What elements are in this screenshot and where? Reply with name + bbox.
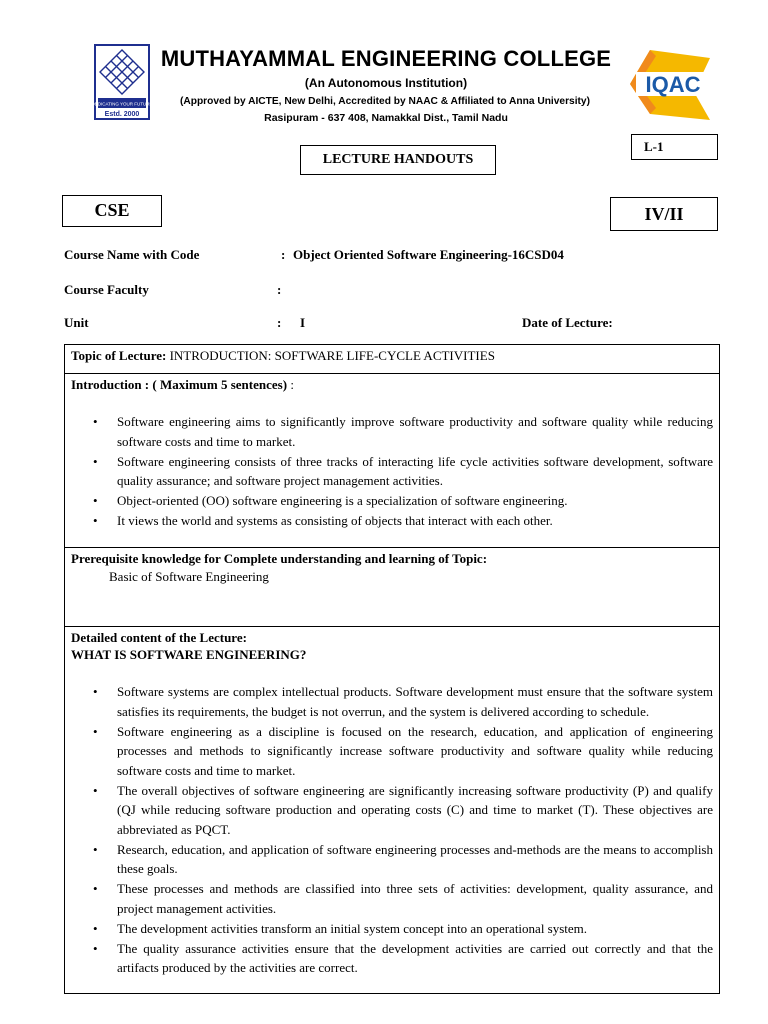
faculty-label: Course Faculty — [64, 282, 149, 297]
detailed-content-list — [65, 682, 719, 978]
topic-label: Topic of Lecture: — [71, 348, 167, 363]
lecture-content-table — [64, 344, 720, 994]
unit-colon: : — [277, 315, 282, 330]
prerequisite-label: Prerequisite knowledge for Complete understanding and learning of Topic: — [71, 551, 488, 566]
list-item: • These processes and methods are classified into three sets of activities: development, quality assurance, and project management activities. — [65, 879, 719, 918]
list-item: • Software systems are complex intellectual products. Software development must ensure that the software system satisfies its requirements, the budget is not overrun, and the system is delivered according to schedule. — [65, 682, 719, 721]
department-box: CSE — [62, 195, 162, 227]
topic-text — [71, 348, 495, 364]
detailed-content-row — [65, 627, 719, 995]
lecture-code: L-1 — [631, 134, 718, 160]
list-item: • Software engineering consists of three tracks of interacting life cycle activities software development, software quality assurance; and software project management activities. — [65, 452, 719, 491]
date-label: Date of Lecture: — [522, 315, 613, 330]
college-approval: (Approved by AICTE, New Delhi, Accredited by NAAC & Affiliated to Anna University) — [179, 96, 590, 107]
topic-value: INTRODUCTION: SOFTWARE LIFE-CYCLE ACTIVITIES — [166, 348, 495, 363]
list-item: • The overall objectives of software engineering are significantly increasing software productivity (P) and qualify (QJ while reducing software production and operating costs (C) and time to market (T). These objectives are abbreviated as PQCT. — [65, 781, 719, 840]
semester-box: IV/II — [610, 197, 718, 231]
iqac-logo — [620, 44, 720, 124]
list-item: • It views the world and systems as consisting of objects that interact with each other. — [65, 511, 719, 531]
section-heading: WHAT IS SOFTWARE ENGINEERING? — [71, 647, 307, 662]
unit-value: I — [300, 315, 306, 330]
list-item: • Object-oriented (OO) software engineering is a specialization of software engineering. — [65, 491, 719, 511]
unit-label: Unit — [64, 315, 89, 330]
list-item: • Software engineering aims to significantly improve software productivity and software quality while reducing software costs and time to market. — [65, 412, 719, 451]
college-subtitle: (An Autonomous Institution) — [304, 76, 468, 90]
course-colon: : — [281, 247, 286, 262]
college-address: Rasipuram - 637 408, Namakkal Dist., Tamil Nadu — [264, 112, 508, 124]
prerequisite-value: Basic of Software Engineering — [109, 569, 269, 584]
introduction-row — [65, 374, 719, 548]
detailed-content-label: Detailed content of the Lecture: — [71, 630, 247, 645]
logo-estd: Estd. 2000 — [104, 111, 140, 118]
topic-row — [65, 345, 719, 374]
logo-tagline: DEDICATING YOUR FUTURE — [94, 101, 150, 107]
college-name: MUTHAYAMMAL ENGINEERING COLLEGE — [160, 46, 612, 71]
college-logo — [94, 44, 150, 132]
iqac-text: IQAC — [645, 72, 701, 97]
list-item: • The quality assurance activities ensure that the development activities are carried out correctly and that the artifacts produced by the activities are correct. — [65, 939, 719, 978]
introduction-heading — [71, 377, 294, 393]
faculty-colon: : — [277, 282, 282, 297]
list-item: • The development activities transform an initial system concept into an operational system. — [65, 919, 719, 939]
introduction-label-suffix: : — [287, 377, 294, 392]
prerequisite-row — [65, 548, 719, 627]
introduction-label: Introduction : ( Maximum 5 sentences) — [71, 377, 288, 392]
list-item: • Research, education, and application of software engineering processes and-methods are the means to accomplish these goals. — [65, 840, 719, 879]
course-value: Object Oriented Software Engineering-16CSD04 — [293, 247, 564, 262]
course-label: Course Name with Code — [64, 247, 200, 262]
list-item: • Software engineering as a discipline is focused on the research, education, and application of engineering processes and methods to significantly increase software productivity and software quality while reducing software costs and time to market. — [65, 722, 719, 781]
introduction-list — [65, 412, 719, 531]
document-title: LECTURE HANDOUTS — [300, 145, 496, 175]
